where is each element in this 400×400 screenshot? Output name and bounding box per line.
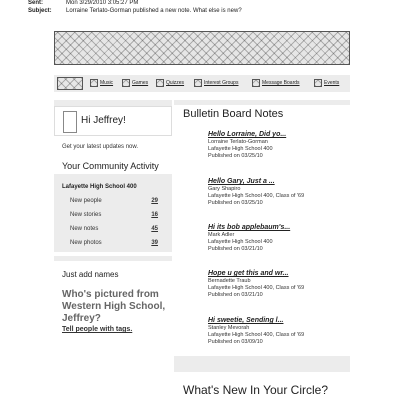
- activity-row-people[interactable]: [70, 198, 158, 204]
- bulletin-note: [208, 269, 348, 299]
- bulletin-note: [208, 130, 348, 160]
- note-author: Lorraine Terlato-Gorman: [208, 139, 268, 145]
- nav-label: Interest Groups: [204, 80, 239, 86]
- activity-label: New photos: [70, 240, 102, 246]
- banner-image: [54, 31, 350, 65]
- greeting-text: Hi Jeffrey!: [81, 115, 126, 126]
- activity-label: New people: [70, 198, 102, 204]
- activity-count[interactable]: 45: [151, 226, 158, 232]
- note-published: Published on 03/21/10: [208, 292, 263, 298]
- note-title-link[interactable]: Hello Gary, Just a ...: [208, 178, 275, 185]
- nav-label: Music: [100, 80, 114, 86]
- note-school: Lafayette High School 400, Class of '69: [208, 193, 305, 199]
- nav-item-games[interactable]: [122, 79, 148, 87]
- nav-label: Quizzes: [166, 80, 185, 86]
- nav-item-events[interactable]: [314, 79, 339, 87]
- activity-count[interactable]: 39: [151, 240, 158, 246]
- tag-question: Who's pictured from Western High School, Jeffrey?: [62, 289, 166, 324]
- message-boards-icon: [252, 79, 260, 87]
- nav-logo-image: [57, 77, 83, 90]
- note-school: Lafayette High School 400: [208, 239, 273, 245]
- note-school: Lafayette High School 400: [208, 146, 273, 152]
- bulletin-heading: Bulletin Board Notes: [183, 108, 284, 120]
- note-author: Gary Shapiro: [208, 186, 241, 192]
- bulletin-note: [208, 316, 348, 346]
- music-icon: [90, 79, 98, 87]
- left-band-divider: [54, 256, 172, 261]
- note-published: Published on 03/21/10: [208, 246, 263, 252]
- avatar: [63, 111, 77, 133]
- tag-people-link[interactable]: Tell people with tags.: [62, 326, 133, 333]
- note-published: Published on 03/25/10: [208, 153, 263, 159]
- note-title-link[interactable]: Hi its bob applebaum's...: [208, 224, 291, 231]
- add-names-heading: Just add names: [62, 270, 119, 279]
- sent-value: Mon 3/29/2010 3:05:27 PM: [66, 0, 139, 6]
- activity-heading: Your Community Activity: [62, 161, 159, 171]
- whats-new-heading: What's New In Your Circle?: [183, 383, 329, 397]
- note-title-link[interactable]: Hi sweetie, Sending l...: [208, 317, 284, 324]
- events-icon: [314, 79, 322, 87]
- greeting-box: [54, 106, 172, 136]
- note-published: Published on 03/09/10: [208, 339, 263, 345]
- interest-groups-icon: [194, 79, 202, 87]
- note-published: Published on 03/25/10: [208, 200, 263, 206]
- nav-item-quizzes[interactable]: [156, 79, 184, 87]
- nav-item-message-boards[interactable]: [252, 79, 300, 87]
- updates-text: Get your latest updates now.: [62, 144, 139, 150]
- quizzes-icon: [156, 79, 164, 87]
- bulletin-note: [208, 177, 348, 207]
- note-school: Lafayette High School 400, Class of '69: [208, 332, 305, 338]
- note-author: Stanley Mevorah: [208, 325, 250, 331]
- nav-bar: [54, 75, 350, 92]
- sent-label: Sent:: [28, 0, 43, 6]
- nav-label: Games: [132, 80, 149, 86]
- activity-school: Lafayette High School 400: [62, 184, 137, 190]
- activity-row-photos[interactable]: [70, 240, 158, 246]
- note-author: Mark Adler: [208, 232, 235, 238]
- note-title-link[interactable]: Hope u get this and wr...: [208, 270, 289, 277]
- games-icon: [122, 79, 130, 87]
- activity-label: New notes: [70, 226, 99, 232]
- email-sent-row: [28, 0, 138, 7]
- nav-label: Message Boards: [262, 80, 300, 86]
- activity-row-stories[interactable]: [70, 212, 158, 218]
- right-top-band: [174, 100, 350, 105]
- subject-value: Lorraine Terlato-Gorman published a new note. What else is new?: [66, 8, 242, 14]
- nav-label: Events: [324, 80, 340, 86]
- activity-row-notes[interactable]: [70, 226, 158, 232]
- activity-count[interactable]: 29: [151, 198, 158, 204]
- nav-item-interest-groups[interactable]: [194, 79, 238, 87]
- email-subject-row: [28, 8, 242, 15]
- subject-label: Subject:: [28, 8, 52, 14]
- activity-label: New stories: [70, 212, 102, 218]
- bulletin-note: [208, 223, 348, 253]
- note-school: Lafayette High School 400, Class of '69: [208, 285, 305, 291]
- nav-item-music[interactable]: [90, 79, 113, 87]
- activity-count[interactable]: 16: [151, 212, 158, 218]
- right-bottom-band: [174, 356, 350, 372]
- note-title-link[interactable]: Hello Lorraine, Did yo...: [208, 131, 287, 138]
- note-author: Bernadette Traub: [208, 278, 251, 284]
